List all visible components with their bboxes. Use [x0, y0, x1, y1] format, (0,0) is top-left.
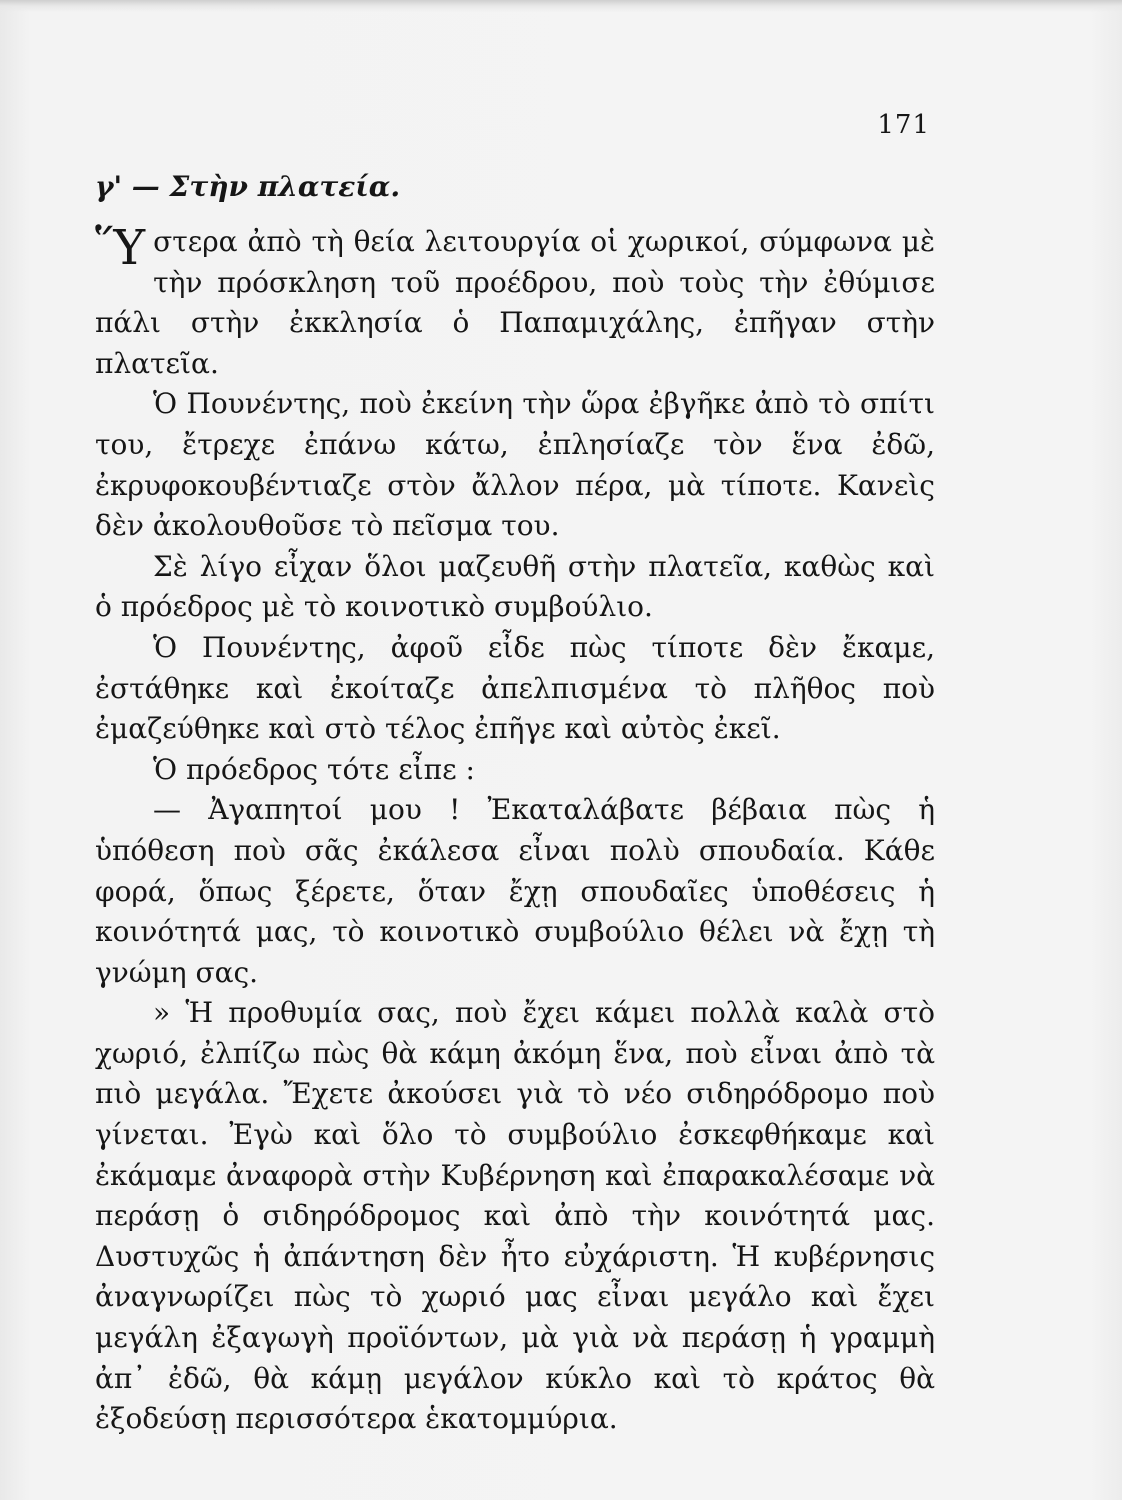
page-number: 171	[877, 110, 930, 140]
section-heading: γ' — Στὴν πλατεία.	[95, 170, 401, 203]
paragraph-text: στερα ἀπὸ τὴ θεία λειτουργία οἱ χωρικοί, σύμφωνα μὲ τὴν πρόσκληση τοῦ προέδρου, ποὺ τοὺς τὴν ἐθύμισε πάλι στὴν ἐκκλησία ὁ Παπαμιχάλης, ἐπῆγαν στὴν πλατεῖα.	[95, 225, 935, 380]
paragraph	[95, 222, 935, 384]
paragraph: Ὁ Πουνέντης, ποὺ ἐκείνη τὴν ὥρα ἐβγῆκε ἀπὸ τὸ σπίτι του, ἔτρεχε ἐπάνω κάτω, ἐπλησίαζε τὸν ἕνα ἐδῶ, ἐκρυφοκουβέντιαζε στὸν ἄλλον πέρα, μὰ τίποτε. Κανεὶς δὲν ἀκολουθοῦσε τὸ πεῖσμα του.	[95, 387, 935, 543]
drop-cap: Ὕ	[95, 220, 146, 276]
paragraph: — Ἀγαπητοί μου ! Ἐκαταλάβατε βέβαια πὼς ἡ ὑπόθεση ποὺ σᾶς ἐκάλεσα εἶναι πολὺ σπουδαία. Κάθε φορά, ὅπως ξέρετε, ὅταν ἔχῃ σπουδαῖες ὑποθέσεις ἡ κοινότητά μας, τὸ κοινοτικὸ συμβούλιο θέλει νὰ ἔχῃ τὴ γνώμη σας.	[95, 793, 935, 989]
paragraph: Σὲ λίγο εἶχαν ὅλοι μαζευθῆ στὴν πλατεῖα, καθὼς καὶ ὁ πρόεδρος μὲ τὸ κοινοτικὸ συμβούλιο.	[95, 549, 935, 624]
paragraph: » Ἡ προθυμία σας, ποὺ ἔχει κάμει πολλὰ καλὰ στὸ χωριό, ἐλπίζω πὼς θὰ κάμη ἀκόμη ἕνα, ποὺ εἶναι ἀπὸ τὰ πιὸ μεγάλα. Ἔχετε ἀκούσει γιὰ τὸ νέο σιδηρόδρομο ποὺ γίνεται. Ἐγὼ καὶ ὅλο τὸ συμβούλιο ἐσκεφθήκαμε καὶ ἐκάμαμε ἀναφορὰ στὴν Κυβέρνηση καὶ ἐπαρακαλέσαμε νὰ περάσῃ ὁ σιδηρόδρομος καὶ ἀπὸ τὴν κοινότητά μας. Δυστυχῶς ἡ ἀπάντηση δὲν ἦτο εὐχάριστη. Ἡ κυβέρνησις ἀναγνωρίζει πὼς τὸ χωριό μας εἶναι μεγάλο καὶ ἔχει μεγάλη ἐξαγωγὴ προϊόντων, μὰ γιὰ νὰ περάσῃ ἡ γραμμὴ ἀπ᾿ ἐδῶ, θὰ κάμῃ μεγάλον κύκλο καὶ τὸ κράτος θὰ ἐξοδεύσῃ περισσότερα ἑκατομμύρια.	[95, 996, 935, 1436]
body-text	[95, 222, 935, 1440]
paragraph: Ὁ Πουνέντης, ἀφοῦ εἶδε πὼς τίποτε δὲν ἔκαμε, ἐστάθηκε καὶ ἐκοίταζε ἀπελπισμένα τὸ πλῆθος ποὺ ἐμαζεύθηκε καὶ στὸ τέλος ἐπῆγε καὶ αὐτὸς ἐκεῖ.	[95, 630, 935, 746]
page-edge-shadow	[0, 0, 1122, 12]
paragraph: Ὁ πρόεδρος τότε εἶπε :	[153, 752, 475, 786]
